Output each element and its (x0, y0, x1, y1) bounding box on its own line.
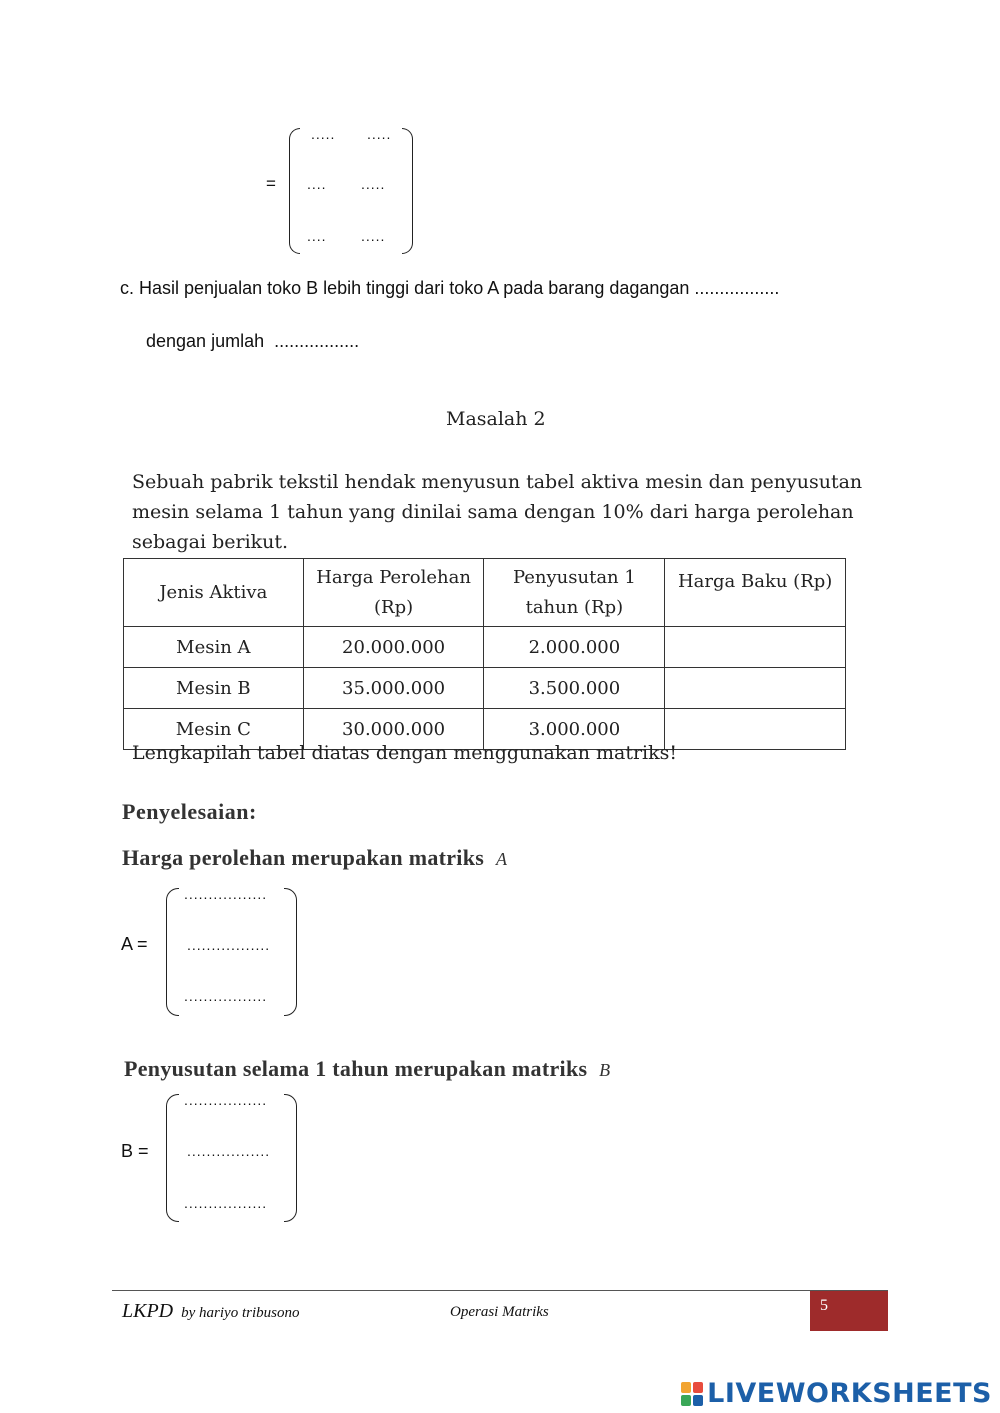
section-title: Masalah 2 (446, 408, 546, 430)
table-cell: Mesin C (124, 709, 304, 750)
table-cell: Mesin A (124, 627, 304, 668)
matrix-a-caption (122, 845, 507, 871)
liveworksheets-logo-text: LIVEWORKSHEETS (707, 1378, 992, 1409)
aktiva-table (123, 558, 846, 750)
solution-heading: Penyelesaian: (122, 799, 257, 824)
matrix-cell: ..... (361, 176, 386, 192)
problem-paragraph (132, 467, 862, 557)
paragraph-line: mesin selama 1 tahun yang dinilai sama dengan 10% dari harga perolehan (132, 501, 854, 523)
table-header-cell: Harga Baku (Rp) (665, 559, 846, 627)
matrix-right-bracket (402, 128, 413, 254)
matrix-b-caption (124, 1056, 610, 1082)
footer-left (122, 1300, 299, 1323)
table-answer-cell[interactable] (665, 668, 846, 709)
matrix-b-label: B = (121, 1141, 149, 1161)
instruction-text: Lengkapilah tabel diatas dengan menggunakan matriks! (132, 742, 678, 764)
matrix-b-entry[interactable]: ................. (187, 1143, 271, 1159)
footer-divider (112, 1290, 888, 1291)
matrix-cell: .... (307, 176, 327, 192)
table-row (124, 668, 846, 709)
question-c-line1: c. Hasil penjualan toko B lebih tinggi dari toko A pada barang dagangan ................. (120, 278, 780, 298)
table-cell: 3.000.000 (484, 709, 665, 750)
footer-subject: Operasi Matriks (450, 1304, 549, 1320)
matrix-b-symbol: B (599, 1060, 611, 1080)
matrix-a-right-bracket (284, 888, 297, 1016)
paragraph-line: sebagai berikut. (132, 531, 289, 553)
footer-lkpd: LKPD (122, 1300, 174, 1322)
matrix-b-entry[interactable]: ................. (184, 1195, 268, 1211)
matrix-b-right-bracket (284, 1094, 297, 1222)
matrix-b-left-bracket (166, 1094, 179, 1222)
table-answer-cell[interactable] (665, 709, 846, 750)
table-header-cell: Jenis Aktiva (124, 559, 304, 627)
matrix-a-entry[interactable]: ................. (184, 886, 268, 902)
matrix-cell: ..... (367, 126, 392, 142)
table-header-cell: Harga Perolehan (Rp) (303, 559, 484, 627)
matrix-a-left-bracket (166, 888, 179, 1016)
matrix-left-bracket (289, 128, 300, 254)
table-row (124, 627, 846, 668)
paragraph-line: Sebuah pabrik tekstil hendak menyusun tabel aktiva mesin dan penyusutan (132, 471, 863, 493)
matrix-cell: ..... (311, 126, 336, 142)
liveworksheets-logo (681, 1378, 992, 1409)
footer-author: by hariyo tribusono (181, 1305, 300, 1321)
matrix-a-symbol: A (495, 849, 508, 869)
matrix-equals-sign: = (266, 174, 276, 193)
table-cell: 35.000.000 (303, 668, 484, 709)
question-c-line2: dengan jumlah ................. (146, 331, 360, 351)
page-number: 5 (810, 1291, 888, 1331)
table-answer-cell[interactable] (665, 627, 846, 668)
matrix-b-entry[interactable]: ................. (184, 1092, 268, 1108)
liveworksheets-logo-icon (681, 1382, 703, 1406)
matrix-a-caption-text: Harga perolehan merupakan matriks (122, 845, 485, 870)
matrix-a-entry[interactable]: ................. (184, 988, 268, 1004)
matrix-b-caption-text: Penyusutan selama 1 tahun merupakan matriks (124, 1056, 588, 1081)
matrix-cell: ..... (361, 228, 386, 244)
table-cell: 2.000.000 (484, 627, 665, 668)
matrix-a-label: A = (121, 934, 148, 954)
table-cell: Mesin B (124, 668, 304, 709)
table-cell: 3.500.000 (484, 668, 665, 709)
table-header-cell: Penyusutan 1 tahun (Rp) (484, 559, 665, 627)
table-cell: 30.000.000 (303, 709, 484, 750)
table-cell: 20.000.000 (303, 627, 484, 668)
table-header-row (124, 559, 846, 627)
matrix-cell: .... (307, 228, 327, 244)
matrix-a-entry[interactable]: ................. (187, 937, 271, 953)
